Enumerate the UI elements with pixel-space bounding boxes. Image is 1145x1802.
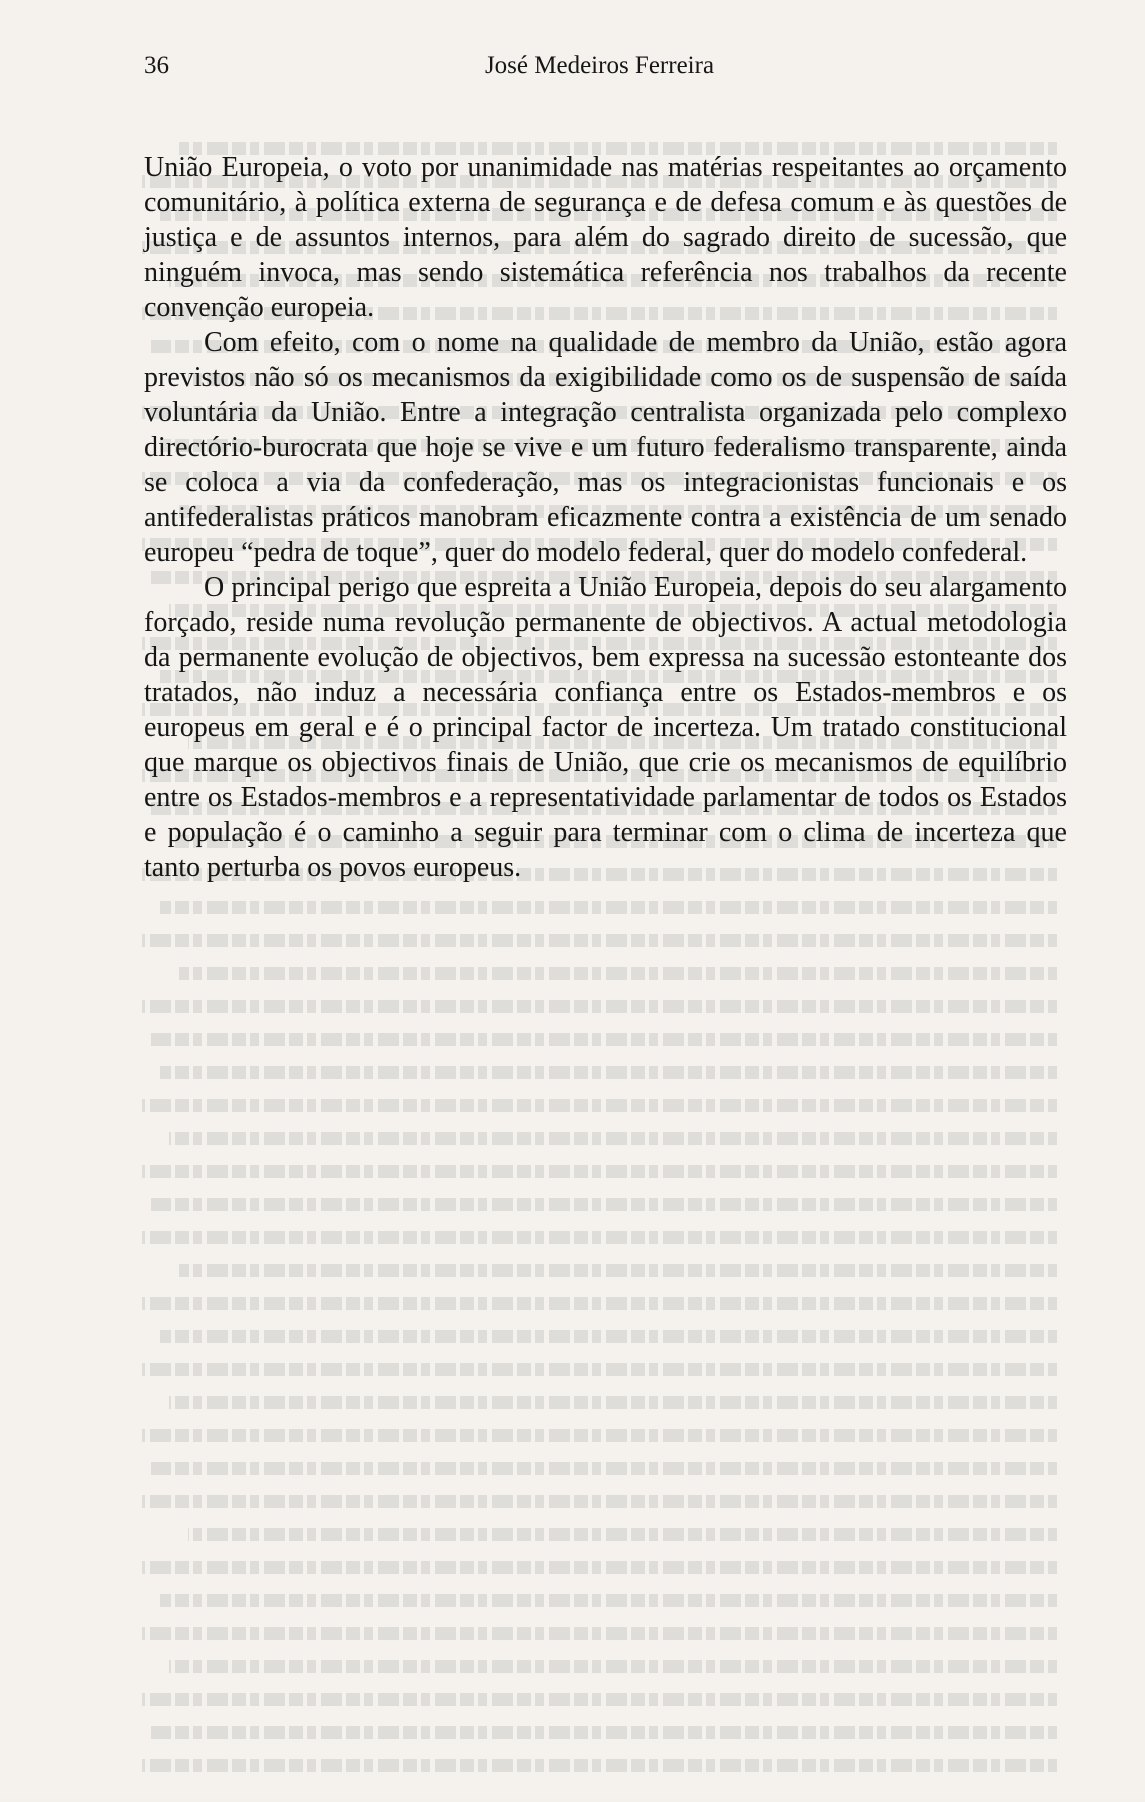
bleed-line (160, 1066, 1057, 1079)
bleed-line (142, 1165, 1057, 1178)
bleed-line (188, 1528, 1057, 1541)
bleed-line (142, 1000, 1057, 1013)
bleed-line (142, 1231, 1057, 1244)
bleed-line (142, 1693, 1057, 1706)
paragraph: Com efeito, com o nome na qualidade de membro da União, estão agora previstos não só os mecanismos da exigibilidade como os de suspensão de saída voluntária da União. Entre a integração centralista organizada pelo complexo directório-burocrata que hoje se vive e um futuro federalismo transparente, ainda se coloca a via da confederação, mas os integracionistas funcionais e os antifederalistas práticos manobram eficazmente contra a existência de um senado europeu “pedra de toque”, quer do modelo federal, quer do modelo confederal. (144, 327, 1067, 568)
bleed-line (142, 1561, 1057, 1574)
bleed-line (151, 1033, 1057, 1046)
bleed-line (151, 1726, 1057, 1739)
running-head-author: José Medeiros Ferreira (484, 52, 715, 79)
bleed-line (142, 1363, 1057, 1376)
bleed-line (151, 1462, 1057, 1475)
paragraph: União Europeia, o voto por unanimidade nas matérias respeitantes ao orçamento comunitário, à política externa de segurança e de defesa comum e às questões de justiça e de assuntos internos, para além do sagrado direito de sucessão, que ninguém invoca, mas sendo sistemática referência nos trabalhos da recente convenção europeia. (144, 152, 1067, 323)
running-head (144, 52, 1055, 86)
bleed-line (142, 1099, 1057, 1112)
bleed-line (142, 1297, 1057, 1310)
bleed-line (142, 934, 1057, 947)
body-text (144, 150, 1067, 885)
bleed-line (142, 1627, 1057, 1640)
page-number: 36 (144, 52, 169, 79)
bleed-line (160, 1330, 1057, 1343)
bleed-line (142, 1429, 1057, 1442)
bleed-line (160, 901, 1057, 914)
bleed-line (169, 1660, 1057, 1673)
bleed-line (169, 1396, 1057, 1409)
bleed-line (160, 1594, 1057, 1607)
bleed-line (142, 1495, 1057, 1508)
bleed-line (179, 967, 1057, 980)
bleed-line (142, 1759, 1057, 1772)
paragraph: O principal perigo que espreita a União Europeia, depois do seu alargamento forçado, reside numa revolução permanente de objectivos. A actual metodologia da permanente evolução de objectivos, bem expressa na sucessão estonteante dos tratados, não induz a necessária confiança entre os Estados-membros e os europeus em geral e é o principal factor de incerteza. Um tratado constitucional que marque os objectivos finais de União, que crie os mecanismos de equilíbrio entre os Estados-membros e a representatividade parlamentar de todos os Estados e população é o caminho a seguir para terminar com o clima de incerteza que tanto perturba os povos europeus. (144, 572, 1067, 883)
bleed-line (151, 1198, 1057, 1211)
bleed-line (179, 1264, 1057, 1277)
bleed-line (169, 1132, 1057, 1145)
